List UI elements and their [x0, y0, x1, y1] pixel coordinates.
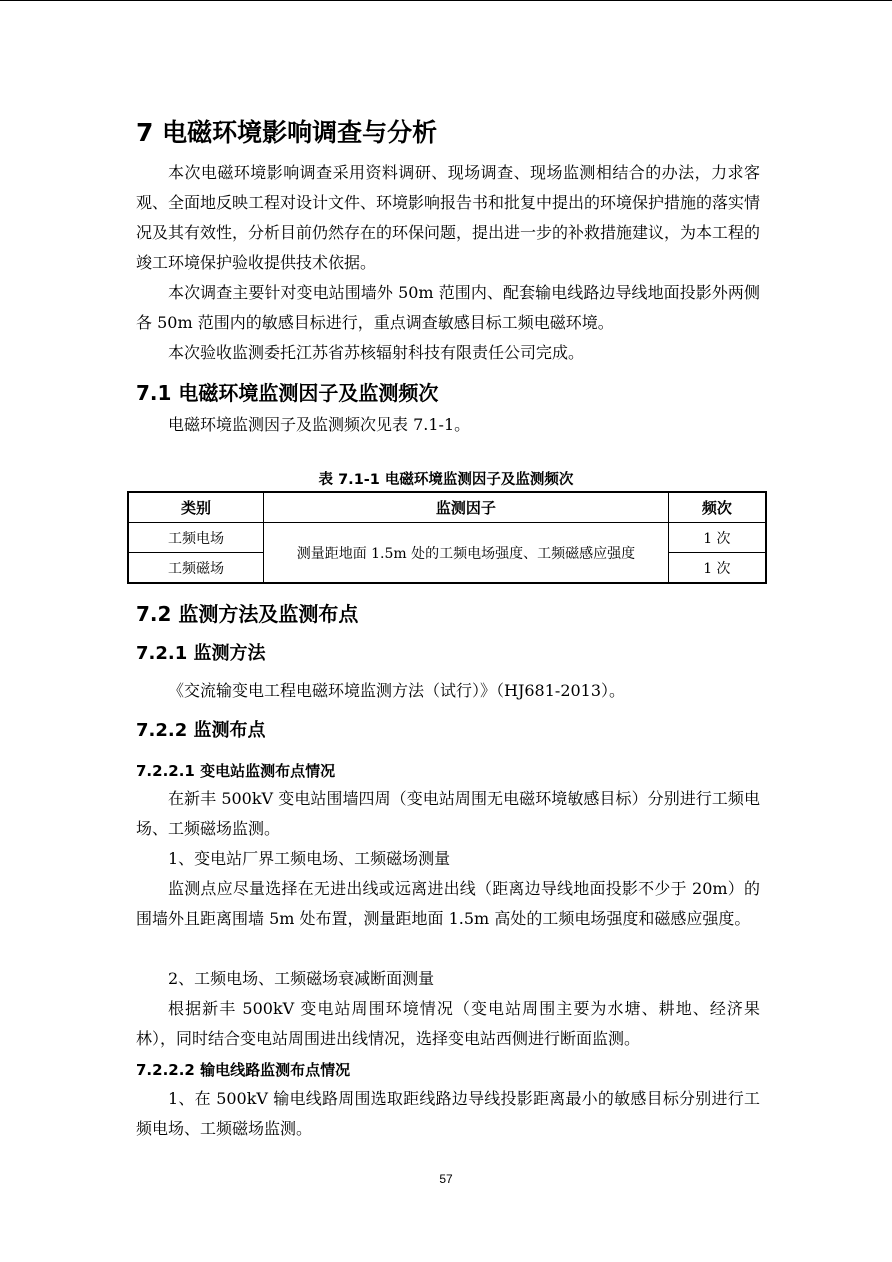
row-frequency: 1 次	[668, 553, 766, 584]
intro-paragraph-2: 本次调查主要针对变电站围墙外 50m 范围内、配套输电线路边导线地面投影外两侧各 50m 范围内的敏感目标进行，重点调查敏感目标工频电磁环境。	[136, 283, 760, 332]
section-7-2-2-heading: 7.2.2 监测布点	[136, 720, 266, 741]
chapter-heading: 7 电磁环境影响调查与分析	[136, 118, 438, 147]
section-7-2-2-2-heading: 7.2.2.2 输电线路监测布点情况	[136, 1061, 351, 1079]
header-category: 类别	[128, 492, 264, 523]
section-7-2-heading: 7.2 监测方法及监测布点	[136, 602, 359, 626]
monitoring-table	[127, 491, 767, 584]
line-paragraph-1: 1、在 500kV 输电线路周围选取距线路边导线投影距离最小的敏感目标分别进行工频电场、工频磁场监测。	[136, 1089, 760, 1138]
row-frequency: 1 次	[668, 523, 766, 553]
header-frequency: 频次	[668, 492, 766, 523]
section-7-2-1-heading: 7.2.1 监测方法	[136, 643, 266, 664]
row-factor: 测量距地面 1.5m 处的工频电场强度、工频磁感应强度	[264, 523, 669, 584]
section-7-2-2-1-heading: 7.2.2.1 变电站监测布点情况	[136, 762, 336, 780]
section-7-1-text: 电磁环境监测因子及监测频次见表 7.1-1。	[168, 415, 471, 434]
top-rule	[0, 0, 892, 1]
table-caption: 表 7.1-1 电磁环境监测因子及监测频次	[318, 472, 574, 488]
row-category: 工频磁场	[128, 553, 264, 584]
substation-paragraph-1: 在新丰 500kV 变电站围墙四周（变电站周围无电磁环境敏感目标）分别进行工频电场、工频磁场监测。	[136, 789, 760, 838]
substation-paragraph-4: 2、工频电场、工频磁场衰减断面测量	[168, 969, 435, 988]
substation-paragraph-2: 1、变电站厂界工频电场、工频磁场测量	[168, 849, 451, 868]
table-row	[128, 523, 766, 553]
section-7-1-heading: 7.1 电磁环境监测因子及监测频次	[136, 381, 439, 405]
intro-paragraph-3: 本次验收监测委托江苏省苏核辐射科技有限责任公司完成。	[168, 343, 585, 362]
header-factor: 监测因子	[264, 492, 669, 523]
row-category: 工频电场	[128, 523, 264, 553]
page-number: 57	[439, 1172, 453, 1186]
intro-paragraph-1: 本次电磁环境影响调查采用资料调研、现场调查、现场监测相结合的办法，力求客观、全面地反映工程对设计文件、环境影响报告书和批复中提出的环境保护措施的落实情况及其有效性，分析目前仍然存在的环保问题，提出进一步的补救措施建议，为本工程的竣工环境保护验收提供技术依据。	[136, 163, 761, 272]
substation-paragraph-3: 监测点应尽量选择在无进出线或远离进出线（距离边导线地面投影不少于 20m）的围墙外且距离围墙 5m 处布置，测量距地面 1.5m 高处的工频电场强度和磁感应强度。	[136, 879, 760, 928]
section-7-2-1-text: 《交流输变电工程电磁环境监测方法（试行）》（HJ681-2013）。	[168, 681, 626, 700]
table-header-row	[128, 492, 766, 523]
substation-paragraph-5: 根据新丰 500kV 变电站周围环境情况（变电站周围主要为水塘、耕地、经济果林），同时结合变电站周围进出线情况，选择变电站西侧进行断面监测。	[136, 999, 760, 1048]
